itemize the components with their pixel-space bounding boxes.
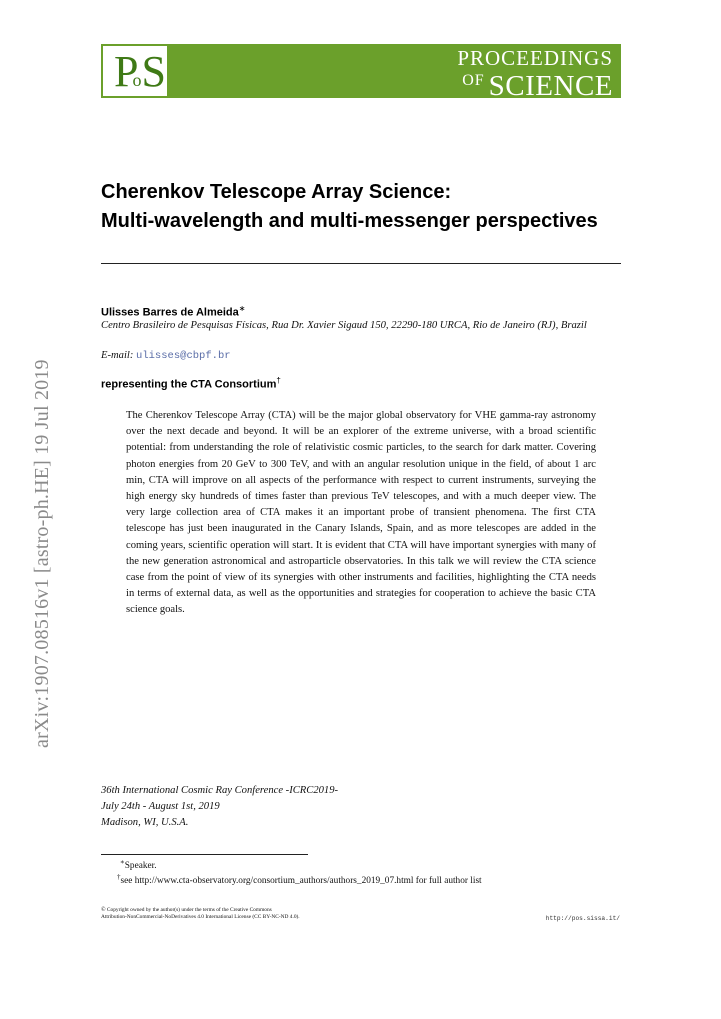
author-affiliation: Centro Brasileiro de Pesquisas Físicas, Rua Dr. Xavier Sigaud 150, 22290-180 URCA, Rio de Janeiro (RJ), Brazil: [101, 320, 587, 331]
email-link[interactable]: ulisses@cbpf.br: [136, 350, 231, 362]
of-science-label: OF SCIENCE: [462, 70, 613, 102]
author-email-line: [101, 350, 231, 362]
conference-dates: July 24th - August 1st, 2019: [101, 801, 220, 812]
pos-url-link[interactable]: http://pos.sissa.it/: [545, 915, 620, 922]
title-divider: [101, 263, 621, 264]
conference-name: 36th International Cosmic Ray Conference -ICRC2019-: [101, 785, 339, 796]
consortium-line: representing the CTA Consortium†: [101, 376, 281, 391]
title-line-1: Cherenkov Telescope Array Science:: [101, 181, 452, 203]
footnote-author-list: †see http://www.cta-observatory.org/consortium_authors/authors_2019_07.html for full author list: [117, 873, 482, 886]
paper-title: [101, 178, 641, 236]
footnote-speaker: ∗Speaker.: [120, 858, 157, 871]
email-label: E-mail:: [101, 350, 134, 361]
pos-logo: [101, 44, 169, 98]
pos-header-banner: [101, 44, 621, 102]
abstract: The Cherenkov Telescope Array (CTA) will be the major global observatory for VHE gamma-ray astronomy over the next decade and beyond. It will be an explorer of the extreme universe, with a broad scientific potential: from understanding the role of relativistic cosmic particles, to the search for dark matter. Covering photon energies from 20 GeV to 300 TeV, and with an angular resolution unique in the field, of about 1 arc min, CTA will improve on all aspects of the performance with respect to current instruments, surveying the high energy sky hundreds of times faster than previous TeV telescopes, and with a much deeper view. The very large collection area of CTA makes it an important probe of transient phenomena. The first CTA telescope has just been inaugurated in the Canary Islands, Spain, and as more telescopes are added in the coming years, scientific operation will start. It is evident that CTA will have important synergies with many of the new generation astronomical and astroparticle observatories. In this talk we will review the CTA science case from the point of view of its synergies with other instruments and facilities, highlighting the CTA needs in terms of external data, as well as the opportunities and strategies for cooperation to achieve the basic CTA science goals.: [126, 410, 596, 616]
title-line-2: Multi-wavelength and multi-messenger perspectives: [101, 210, 598, 232]
conference-location: Madison, WI, U.S.A.: [101, 817, 189, 828]
author-name: Ulisses Barres de Almeida∗: [101, 304, 246, 319]
pos-logo-text: PoS: [114, 47, 160, 96]
proceedings-label: PROCEEDINGS: [457, 46, 613, 70]
arxiv-identifier-stamp: arXiv:1907.08516v1 [astro-ph.HE] 19 Jul 2019: [31, 359, 53, 748]
copyright-notice: © Copyright owned by the author(s) under the terms of the Creative Commons Attribution-NonCommercial-NoDerivatives 4.0 International License (CC BY-NC-ND 4.0).: [101, 907, 300, 920]
conference-info: [101, 783, 338, 831]
copyright-icon: ©: [101, 907, 106, 913]
footnote-divider: [101, 854, 308, 855]
